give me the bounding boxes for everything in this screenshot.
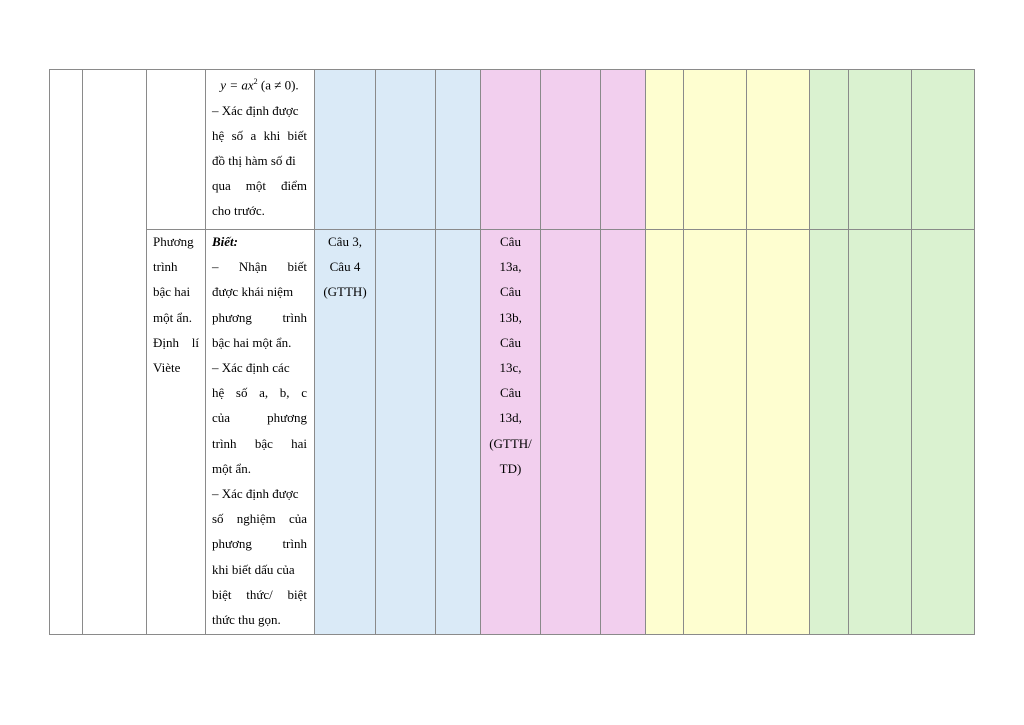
row1-pink-cell-2 [540,69,600,229]
row2-pink-cell-3 [600,229,645,635]
row2-heading: Biết: [212,234,238,249]
row2-yellow-cell-2 [683,229,746,635]
row2-yellow-cell-1 [645,229,683,635]
row1-pink-cell-3 [600,69,645,229]
row2-green-cell-1 [809,229,848,635]
row2-pink-line-9: (GTTH/ [489,435,532,451]
row2-yellow-cell-3 [746,229,809,635]
row1-yellow-cell-1 [645,69,683,229]
row2-pink-line-2: 13a, [499,259,522,275]
row2-desc-line-9: một ẩn. [212,460,251,476]
row2-green-cell-3 [911,229,975,635]
row2-topic-line-5: Định lí [153,334,199,350]
row2-desc-line-4: bậc hai một ẩn. [212,334,292,350]
row2-green-cell-2 [848,229,911,635]
col-chapter [82,69,146,635]
row2-desc-line-3: phương trình [212,309,307,325]
row1-desc-line-3: đồ thị hàm số đi [212,152,296,168]
row1-blue-cell-2 [375,69,435,229]
row1-blue-cell-3 [435,69,480,229]
row2-blue-line-3: (GTTH) [323,284,367,300]
row2-pink-line-4: 13b, [499,309,522,325]
row2-topic-line-4: một ẩn. [153,309,192,325]
row2-desc-line-13: khi biết dấu của [212,561,295,577]
assessment-matrix-table [49,69,975,635]
row1-yellow-cell-3 [746,69,809,229]
row1-green-cell-3 [911,69,975,229]
row2-desc-line-1: – Nhận biết [212,259,307,275]
row1-description-cell [205,69,314,229]
row2-desc-line-11: số nghiệm của [212,511,307,527]
row2-topic-line-3: bậc hai [153,284,191,300]
row1-topic-cell [146,69,205,229]
row2-topic-line-1: Phương [153,234,194,249]
row1-desc-line-1: – Xác định được [212,102,299,118]
row2-blue-cell-1 [314,229,375,635]
row1-desc-line-2: hệ số a khi biết [212,127,307,143]
row2-pink-line-3: Câu [500,284,521,300]
row1-blue-cell-1 [314,69,375,229]
row1-green-cell-1 [809,69,848,229]
row2-pink-cell-2 [540,229,600,635]
row2-pink-line-1: Câu [500,234,521,249]
row2-blue-cell-2 [375,229,435,635]
row2-desc-line-8: trình bậc hai [212,435,307,451]
row2-desc-line-2: được khái niệm [212,284,294,300]
row2-blue-cell-3 [435,229,480,635]
row2-topic-line-2: trình [153,259,178,275]
row2-blue-line-2: Câu 4 [329,259,361,275]
row2-pink-line-6: 13c, [499,360,522,376]
row2-pink-line-10: TD) [499,460,522,476]
row2-desc-line-6: hệ số a, b, c [212,385,307,401]
row2-desc-line-10: – Xác định được [212,486,299,502]
row1-pink-cell-1 [480,69,540,229]
row2-pink-line-5: Câu [500,334,521,350]
row2-desc-line-5: – Xác định các [212,360,290,376]
row2-pink-line-7: Câu [500,385,521,401]
quadratic-formula: $y = ax^2$ (a ≠ 0). [220,77,299,93]
row2-topic-cell [146,229,205,635]
row2-desc-line-7: của phương [212,410,307,426]
row2-topic-line-6: Viète [153,360,181,376]
row1-yellow-cell-2 [683,69,746,229]
row2-blue-line-1: Câu 3, [328,234,362,249]
row1-desc-line-4: qua một điểm [212,178,307,194]
row1-desc-line-5: cho trước. [212,203,265,219]
row2-desc-line-12: phương trình [212,536,307,552]
row2-desc-line-15: thức thu gọn. [212,612,281,628]
row2-desc-line-14: biệt thức/ biệt [212,586,307,602]
row2-description-cell [205,229,314,635]
row2-pink-line-8: 13d, [499,410,522,426]
row2-pink-cell-1 [480,229,540,635]
row1-green-cell-2 [848,69,911,229]
col-stt [49,69,82,635]
